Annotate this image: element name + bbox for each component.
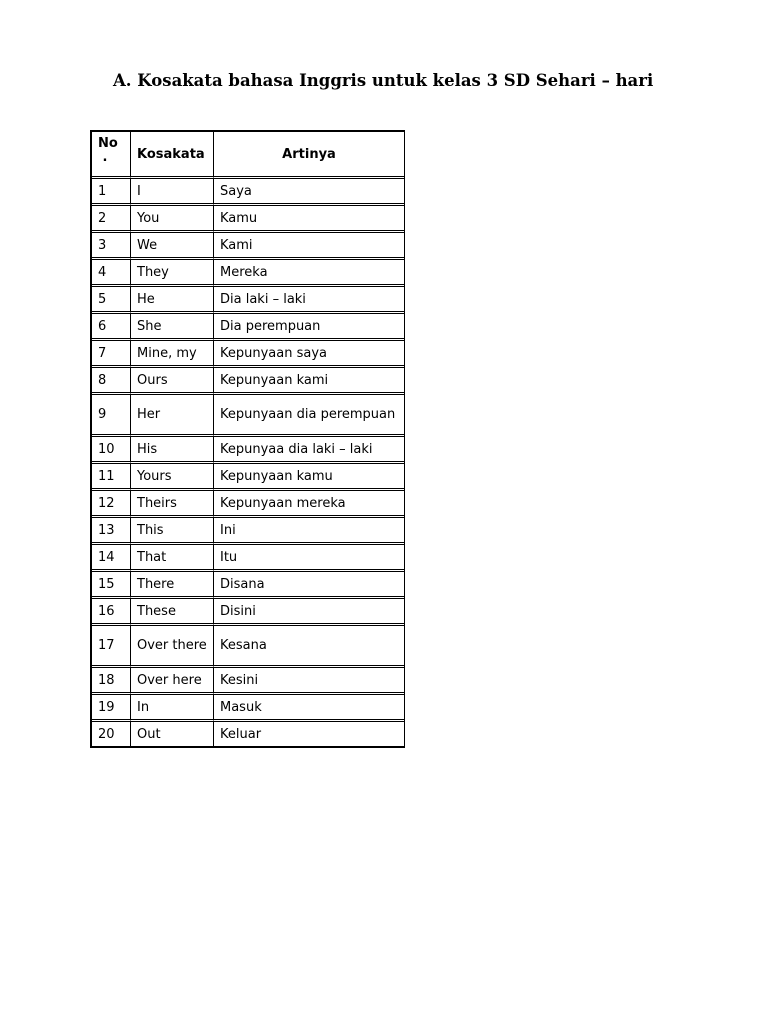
cell-meaning: Kepunyaan mereka <box>214 491 404 518</box>
cell-meaning: Masuk <box>214 695 404 722</box>
table-row <box>92 233 404 260</box>
table-row <box>92 179 404 206</box>
cell-no: 12 <box>92 491 131 518</box>
header-meaning: Artinya <box>214 132 404 179</box>
table-row <box>92 572 404 599</box>
cell-meaning: Itu <box>214 545 404 572</box>
cell-meaning: Ini <box>214 518 404 545</box>
page-heading: A. Kosakata bahasa Inggris untuk kelas 3 SD Sehari – hari <box>113 71 654 90</box>
table-row <box>92 206 404 233</box>
cell-no: 8 <box>92 368 131 395</box>
cell-word: Over here <box>131 668 214 695</box>
cell-no: 6 <box>92 314 131 341</box>
table-header <box>92 132 404 179</box>
cell-word: There <box>131 572 214 599</box>
cell-no: 1 <box>92 179 131 206</box>
cell-no: 15 <box>92 572 131 599</box>
cell-word: You <box>131 206 214 233</box>
cell-meaning: Kesini <box>214 668 404 695</box>
header-row <box>92 132 404 179</box>
table-row <box>92 395 404 437</box>
table-row <box>92 599 404 626</box>
cell-no: 19 <box>92 695 131 722</box>
cell-meaning: Kepunyaa dia laki – laki <box>214 437 404 464</box>
table-row <box>92 695 404 722</box>
table-row <box>92 626 404 668</box>
cell-word: They <box>131 260 214 287</box>
table-row <box>92 437 404 464</box>
cell-word: Over there <box>131 626 214 668</box>
cell-no: 16 <box>92 599 131 626</box>
cell-no: 10 <box>92 437 131 464</box>
table-row <box>92 341 404 368</box>
header-no-label: No <box>98 136 118 151</box>
cell-no: 3 <box>92 233 131 260</box>
cell-word: Out <box>131 722 214 747</box>
table-row <box>92 545 404 572</box>
cell-no: 20 <box>92 722 131 747</box>
cell-meaning: Kepunyaan kami <box>214 368 404 395</box>
cell-no: 4 <box>92 260 131 287</box>
cell-word: Mine, my <box>131 341 214 368</box>
table-row <box>92 722 404 747</box>
cell-word: That <box>131 545 214 572</box>
cell-no: 2 <box>92 206 131 233</box>
table-row <box>92 464 404 491</box>
cell-meaning: Kamu <box>214 206 404 233</box>
cell-no: 18 <box>92 668 131 695</box>
table-row <box>92 314 404 341</box>
cell-no: 7 <box>92 341 131 368</box>
header-no <box>92 132 131 179</box>
header-no-dot: . <box>102 150 108 165</box>
cell-no: 9 <box>92 395 131 437</box>
header-word: Kosakata <box>131 132 214 179</box>
cell-meaning: Disini <box>214 599 404 626</box>
cell-word: This <box>131 518 214 545</box>
cell-meaning: Disana <box>214 572 404 599</box>
cell-no: 17 <box>92 626 131 668</box>
cell-word: We <box>131 233 214 260</box>
cell-meaning: Saya <box>214 179 404 206</box>
cell-word: Ours <box>131 368 214 395</box>
cell-word: These <box>131 599 214 626</box>
cell-no: 13 <box>92 518 131 545</box>
cell-word: He <box>131 287 214 314</box>
cell-meaning: Dia perempuan <box>214 314 404 341</box>
cell-meaning: Kepunyaan saya <box>214 341 404 368</box>
table-row <box>92 368 404 395</box>
cell-no: 14 <box>92 545 131 572</box>
cell-no: 5 <box>92 287 131 314</box>
cell-meaning: Keluar <box>214 722 404 747</box>
cell-meaning: Kami <box>214 233 404 260</box>
cell-no: 11 <box>92 464 131 491</box>
table-row <box>92 491 404 518</box>
cell-word: Her <box>131 395 214 437</box>
cell-word: Theirs <box>131 491 214 518</box>
cell-word: She <box>131 314 214 341</box>
cell-meaning: Kepunyaan dia perempuan <box>214 395 404 437</box>
cell-word: I <box>131 179 214 206</box>
cell-word: In <box>131 695 214 722</box>
table-row <box>92 668 404 695</box>
table-row <box>92 260 404 287</box>
cell-meaning: Kesana <box>214 626 404 668</box>
cell-word: Yours <box>131 464 214 491</box>
cell-meaning: Kepunyaan kamu <box>214 464 404 491</box>
vocabulary-table <box>90 130 405 748</box>
table-row <box>92 518 404 545</box>
cell-meaning: Mereka <box>214 260 404 287</box>
table-row <box>92 287 404 314</box>
table-body <box>92 179 404 747</box>
cell-word: His <box>131 437 214 464</box>
cell-meaning: Dia laki – laki <box>214 287 404 314</box>
